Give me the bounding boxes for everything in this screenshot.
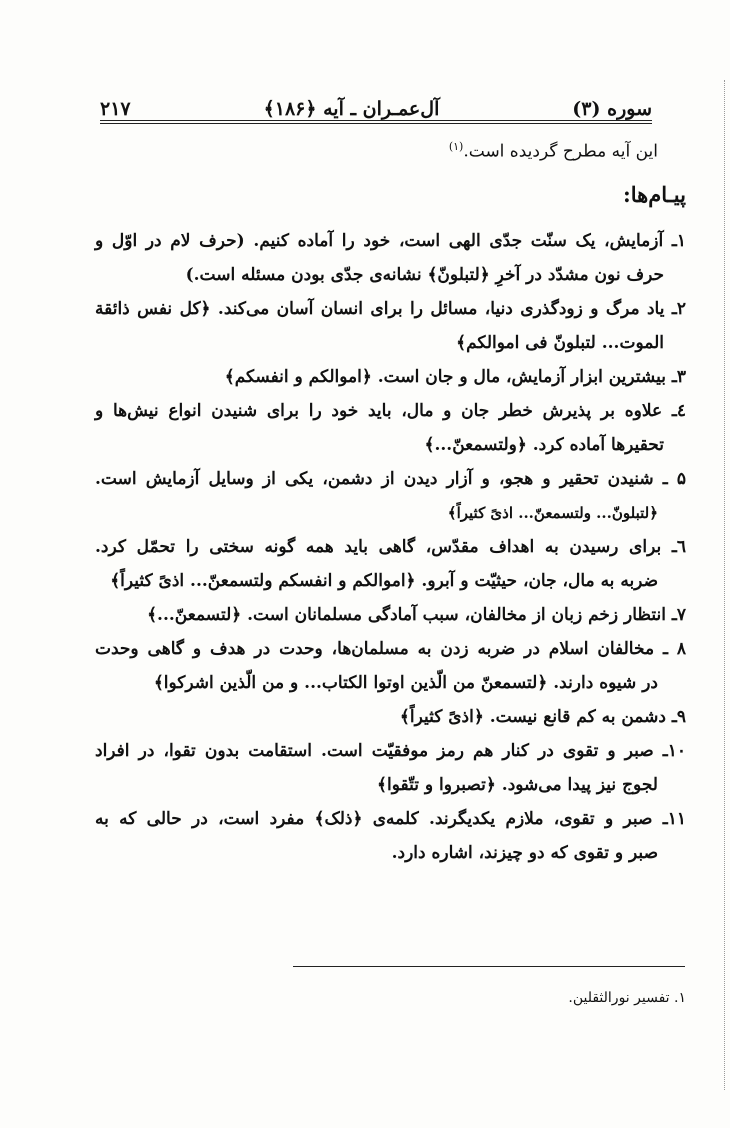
- header-rule-double: [100, 123, 652, 124]
- item-line: ۱۱ـ صبر و تقوی، ملازم یکدیگرند. کلمه‌ی ﴿ذلک﴾ مفرد است، در حالی که به: [95, 809, 686, 829]
- section-title: پیـام‌ها:: [623, 182, 686, 207]
- intro-line: [449, 140, 658, 162]
- item-line: حرف نون مشدّد در آخرِ ﴿لتبلونّ﴾ نشانه‌ی جدّی بودن مسئله است.): [185, 265, 664, 285]
- item-line: تحقیرها آماده کرد. ﴿ولتسمعنّ...﴾: [424, 435, 664, 455]
- footnote-ref: (۱): [448, 140, 464, 153]
- page-number: ۲۱۷: [100, 98, 131, 120]
- list-item: [95, 632, 686, 700]
- list-item: [95, 360, 686, 394]
- item-line: ۱ـ آزمایش، یک سنّت جدّی الهی است، خود را آماده کنیم. (حرف لام در اوّل و: [95, 231, 686, 251]
- verse-title: آل‌عمـران ـ آیه ﴿۱۸۶﴾: [263, 98, 440, 120]
- item-line: ۷ـ انتظار زخم زبان از مخالفان، سبب آمادگی مسلمانان است. ﴿لتسمعنّ...﴾: [147, 605, 686, 625]
- item-line: ۲ـ یاد مرگ و زودگذری دنیا، مسائل را برای انسان آسان می‌کند. ﴿کل نفس ذائقة: [95, 299, 686, 319]
- item-line: ۳ـ بیشترین ابزار آزمایش، مال و جان است. ﴿اموالکم و انفسکم﴾: [224, 367, 686, 387]
- item-line: لجوج نیز پیدا می‌شود. ﴿تصبروا و تتّقوا﴾: [377, 775, 658, 795]
- list-item: [95, 598, 686, 632]
- item-line: ۸ ـ مخالفان اسلام در ضربه زدن به مسلمان‌ها، وحدت در هدف و گاهی وحدت: [95, 639, 686, 659]
- surah-label: سوره (۳): [572, 98, 652, 120]
- item-line: ٤ـ علاوه بر پذیرش خطر جان و مال، باید خود را برای شنیدن انواع نیش‌ها و: [95, 401, 686, 421]
- intro-text: این آیه مطرح گردیده است.: [463, 141, 658, 162]
- list-item: [95, 462, 686, 530]
- item-line: در شیوه دارند. ﴿لتسمعنّ من الّذین اوتوا الکتاب... و من الّذین اشرکوا﴾: [153, 673, 658, 693]
- footnote: ۱. تفسیر نورالثقلین.: [568, 990, 686, 1006]
- item-line: ٦ـ برای رسیدن به اهداف مقدّس، گاهی باید همه گونه سختی را تحمّل کرد.: [95, 537, 686, 557]
- list-item: [95, 224, 686, 292]
- footnote-rule: [293, 966, 685, 967]
- page-header: [100, 88, 652, 120]
- list-item: [95, 292, 686, 360]
- item-line: الموت... لتبلونّ فی اموالکم﴾: [456, 333, 664, 353]
- item-line: ﴿لتبلونّ... ولتسمعنّ... اذیً کثیراً﴾: [447, 504, 658, 522]
- item-line: ۱۰ـ صبر و تقوی در کنار هم رمز موفقیّت است. استقامت بدون تقوا، در افراد: [95, 741, 686, 761]
- list-item: [95, 734, 686, 802]
- item-line: ۹ـ دشمن به کم قانع نیست. ﴿اذیً کثیراً﴾: [399, 707, 686, 727]
- list-item: [95, 802, 686, 870]
- item-line: ضربه به مال، جان، حیثیّت و آبرو. ﴿اموالکم و انفسکم ولتسمعنّ... اذیً کثیراً﴾: [110, 571, 658, 591]
- item-line: ۵ ـ شنیدن تحقیر و هجو، و آزار دیدن از دشمن، یکی از وسایل آزمایش است.: [95, 469, 686, 489]
- header-rule: [100, 120, 652, 121]
- list-item: [95, 530, 686, 598]
- list-item: [95, 394, 686, 462]
- page-edge-line: [724, 80, 725, 1090]
- list-item: [95, 700, 686, 734]
- messages-list: [95, 224, 686, 870]
- item-line: صبر و تقوی که دو چیزند، اشاره دارد.: [391, 843, 658, 863]
